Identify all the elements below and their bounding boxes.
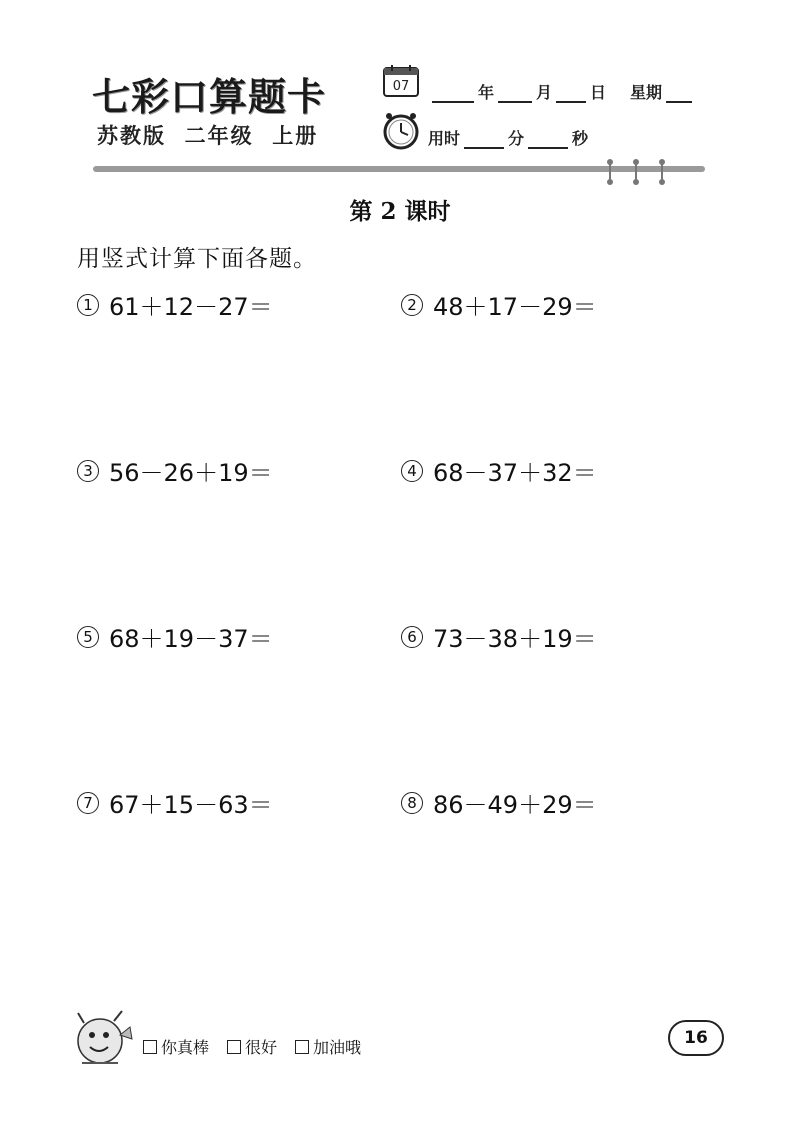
rating-options [143, 1035, 379, 1058]
brand-title: 七彩口算题卡 [92, 74, 327, 119]
calendar-number: 07 [392, 79, 410, 94]
year-blank[interactable] [432, 85, 474, 103]
rating-option-keep-going[interactable] [295, 1035, 361, 1058]
problem-item [401, 453, 597, 488]
day-blank[interactable] [556, 85, 586, 103]
date-fill-line [428, 80, 696, 103]
problem-item [77, 453, 273, 488]
checkbox-icon[interactable] [143, 1040, 157, 1054]
month-blank[interactable] [498, 85, 532, 103]
rating-option-good[interactable] [227, 1035, 277, 1058]
problem-expression: 48＋17－29＝ [433, 293, 597, 321]
second-label: 秒 [572, 129, 589, 148]
problem-item [77, 619, 273, 654]
binding-ring-icon [656, 157, 668, 187]
binding-ring-icon [604, 157, 616, 187]
weekday-label: 星期 [630, 83, 663, 102]
day-label: 日 [590, 83, 607, 102]
instruction-text: 用竖式计算下面各题。 [77, 246, 317, 272]
problem-item [401, 785, 597, 820]
problem-number: 5 [77, 626, 99, 648]
problem-item [77, 287, 273, 322]
rating-label: 你真棒 [161, 1038, 210, 1057]
problem-expression: 73－38＋19＝ [433, 625, 597, 653]
time-fill-line [428, 126, 588, 149]
clock-icon [381, 111, 421, 151]
page-number: 16 [668, 1020, 724, 1056]
minute-label: 分 [508, 129, 525, 148]
checkbox-icon[interactable] [227, 1040, 241, 1054]
problem-item [401, 287, 597, 322]
month-label: 月 [536, 83, 553, 102]
rating-label: 加油哦 [313, 1038, 362, 1057]
rating-label: 很好 [245, 1038, 278, 1057]
problem-number: 8 [401, 792, 423, 814]
problem-expression: 56－26＋19＝ [109, 459, 273, 487]
calendar-icon [382, 64, 420, 98]
lesson-title: 第 2 课时 [349, 198, 451, 225]
problem-number: 6 [401, 626, 423, 648]
rating-option-great[interactable] [143, 1035, 209, 1058]
problem-number: 2 [401, 294, 423, 316]
binding-ring-icon [630, 157, 642, 187]
time-used-label: 用时 [428, 129, 461, 148]
problem-number: 7 [77, 792, 99, 814]
problem-expression: 61＋12－27＝ [109, 293, 273, 321]
minute-blank[interactable] [464, 131, 504, 149]
problem-item [401, 619, 597, 654]
edition-subtitle: 苏教版 二年级 上册 [97, 124, 319, 148]
problem-number: 3 [77, 460, 99, 482]
problem-expression: 68＋19－37＝ [109, 625, 273, 653]
problem-number: 4 [401, 460, 423, 482]
checkbox-icon[interactable] [295, 1040, 309, 1054]
mascot-icon [70, 1005, 138, 1069]
problem-expression: 67＋15－63＝ [109, 791, 273, 819]
problem-number: 1 [77, 294, 99, 316]
year-label: 年 [478, 83, 495, 102]
problem-expression: 68－37＋32＝ [433, 459, 597, 487]
weekday-blank[interactable] [666, 85, 692, 103]
problem-expression: 86－49＋29＝ [433, 791, 597, 819]
second-blank[interactable] [528, 131, 568, 149]
problem-item [77, 785, 273, 820]
